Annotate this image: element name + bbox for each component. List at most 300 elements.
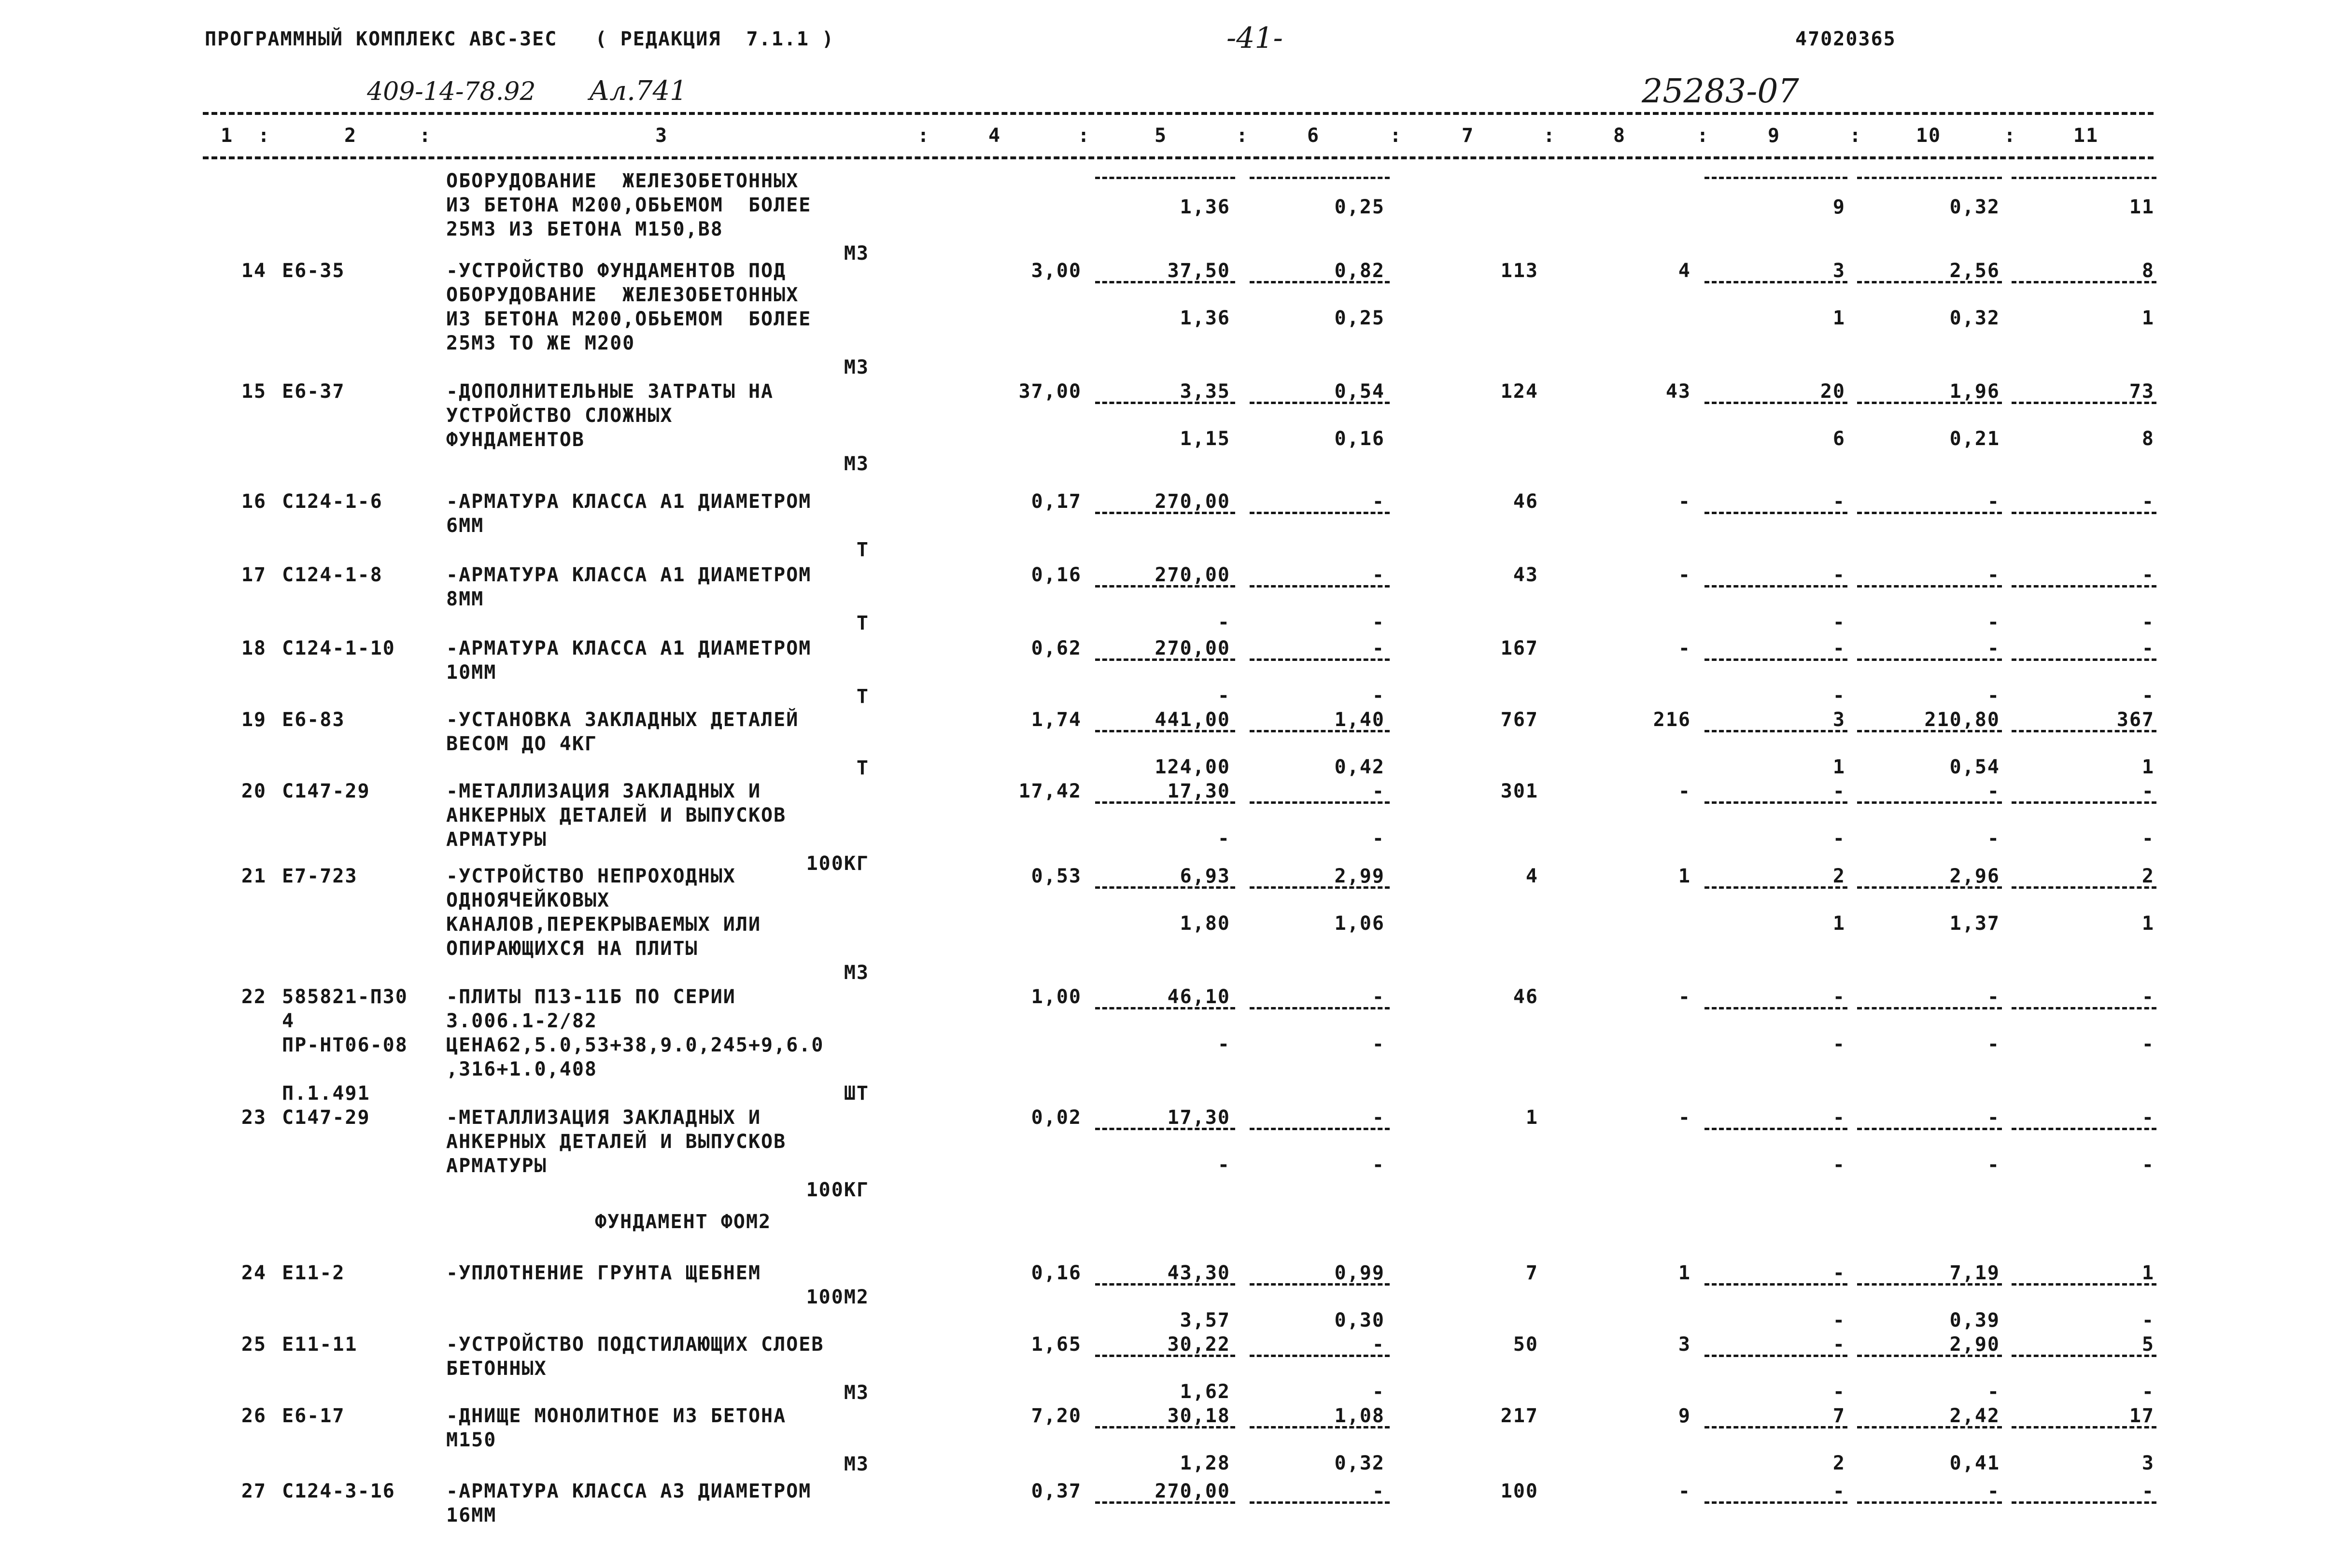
cell-c5: 270,00 — [1155, 1480, 1230, 1502]
cell-c9: - — [1832, 490, 1845, 513]
row-code: С124-1-8 — [282, 564, 383, 586]
cell-c10: - — [1987, 986, 2000, 1008]
header-rule-top — [203, 112, 2154, 115]
cell-c9b: 1 — [1832, 307, 1845, 329]
cell-c9b: - — [1832, 827, 1845, 850]
cell-c8: 43 — [1665, 380, 1691, 403]
cell-underline — [1857, 1501, 2002, 1504]
cell-c10b: - — [1987, 827, 2000, 850]
row-unit: ШТ — [844, 1082, 869, 1105]
cell-c6: - — [1372, 1333, 1385, 1356]
cell-underline — [1704, 1128, 1847, 1130]
cell-underline — [1704, 658, 1847, 661]
cell-c11b: - — [2141, 1381, 2155, 1403]
row-description: -УПЛОТНЕНИЕ ГРУНТА ЩЕБНЕМ — [446, 1262, 761, 1284]
row-number: 18 — [241, 637, 267, 659]
cell-c10: - — [1987, 1106, 2000, 1129]
row-description: 3.006.1-2/82 — [446, 1010, 597, 1032]
cell-c8: - — [1678, 780, 1691, 802]
cell-underline — [1857, 585, 2002, 588]
cell-underline — [1704, 402, 1847, 404]
cell-c7: 7 — [1525, 1262, 1538, 1284]
cell-c9b: - — [1832, 685, 1845, 707]
cell-c9b: 6 — [1832, 428, 1845, 450]
cell-c11b: 1 — [2141, 307, 2155, 329]
row-code: Е6-83 — [282, 709, 345, 731]
cell-c7: 124 — [1500, 380, 1538, 403]
cell-c10: 210,80 — [1924, 709, 2000, 731]
column-separator: : — [1849, 125, 1862, 147]
cell-c8: - — [1678, 637, 1691, 659]
row-description: ОДНОЯЧЕЙКОВЫХ — [446, 889, 610, 911]
row-number: 16 — [241, 490, 267, 513]
cell-c6b: 1,06 — [1334, 912, 1385, 935]
row-unit: М3 — [844, 1453, 869, 1475]
cell-c5: 37,50 — [1167, 260, 1230, 282]
cell-c10: 7,19 — [1949, 1262, 2000, 1284]
document-code: 47020365 — [1795, 28, 1896, 50]
cell-c11: - — [2141, 490, 2155, 513]
cell-underline — [2012, 801, 2156, 804]
cell-c9: 3 — [1832, 709, 1845, 731]
cell-c8: - — [1678, 564, 1691, 586]
cell-underline — [2012, 1501, 2156, 1504]
cell-c6: - — [1372, 637, 1385, 659]
row-description: -ПЛИТЫ П13-11Б ПО СЕРИИ — [446, 986, 736, 1008]
cell-underline — [1704, 1501, 1847, 1504]
page-number: -41- — [1226, 21, 1283, 55]
cell-c9: 20 — [1820, 380, 1845, 403]
cell-c9: 2 — [1832, 865, 1845, 887]
cell-underline — [1857, 177, 2002, 179]
row-description: -АРМАТУРА КЛАССА А1 ДИАМЕТРОМ — [446, 564, 812, 586]
cell-c5: 46,10 — [1167, 986, 1230, 1008]
cell-c9b: - — [1832, 611, 1845, 633]
cell-underline — [1250, 402, 1390, 404]
cell-underline — [1095, 886, 1235, 889]
row-description: ЦЕНА62,5.0,53+38,9.0,245+9,6.0 — [446, 1034, 824, 1056]
row-description: -АРМАТУРА КЛАССА А1 ДИАМЕТРОМ — [446, 637, 812, 659]
cell-underline — [1704, 585, 1847, 588]
cell-c7: 50 — [1513, 1333, 1538, 1356]
project-reference: 409-14-78.92 — [367, 77, 536, 106]
cell-underline — [1857, 658, 2002, 661]
column-header-2: 2 — [344, 125, 357, 147]
cell-c5b: 1,36 — [1180, 307, 1230, 329]
row-description: БЕТОННЫХ — [446, 1358, 547, 1380]
cell-underline — [2012, 512, 2156, 514]
cell-c11b: - — [2141, 611, 2155, 633]
column-header-4: 4 — [988, 125, 1001, 147]
cell-underline — [1704, 801, 1847, 804]
cell-underline — [1857, 1283, 2002, 1286]
header-rule-bottom — [203, 156, 2154, 159]
row-code: Е6-35 — [282, 260, 345, 282]
column-separator: : — [1543, 125, 1556, 147]
row-description: -УСТРОЙСТВО ФУНДАМЕНТОВ ПОД — [446, 260, 787, 282]
cell-c7: 4 — [1525, 865, 1538, 887]
cell-underline — [1857, 886, 2002, 889]
cell-c9: - — [1832, 780, 1845, 802]
column-separator: : — [419, 125, 432, 147]
cell-c7: 43 — [1513, 564, 1538, 586]
cell-underline — [1250, 801, 1390, 804]
cell-c9b: - — [1832, 1381, 1845, 1403]
cell-underline — [1095, 402, 1235, 404]
cell-c9: - — [1832, 1106, 1845, 1129]
cell-c11b: 11 — [2129, 196, 2155, 218]
row-code: Е7-723 — [282, 865, 358, 887]
cell-underline — [1857, 1128, 2002, 1130]
cell-underline — [1095, 1501, 1235, 1504]
cell-underline — [1095, 1007, 1235, 1009]
cell-c5: 30,22 — [1167, 1333, 1230, 1356]
cell-underline — [1250, 730, 1390, 732]
cell-c5b: - — [1217, 1033, 1230, 1055]
column-separator: : — [1078, 125, 1091, 147]
column-separator: : — [917, 125, 930, 147]
album-reference: Ал.741 — [589, 75, 687, 107]
row-unit: 100КГ — [806, 1179, 869, 1201]
cell-c6: - — [1372, 1106, 1385, 1129]
row-description: ВЕСОМ ДО 4КГ — [446, 733, 597, 755]
row-unit: М3 — [844, 356, 869, 378]
cell-underline — [1250, 512, 1390, 514]
cell-c5b: 1,15 — [1180, 428, 1230, 450]
cell-c6: 0,99 — [1334, 1262, 1385, 1284]
cell-underline — [1704, 730, 1847, 732]
cell-underline — [1095, 658, 1235, 661]
cell-c6b: 0,42 — [1334, 756, 1385, 778]
section-title: ФУНДАМЕНТ ФОМ2 — [595, 1211, 772, 1233]
cell-c11: 2 — [2141, 865, 2155, 887]
program-header: ПРОГРАММНЫЙ КОМПЛЕКС АВС-3ЕС ( РЕДАКЦИЯ 7.1.1 ) — [205, 28, 835, 50]
cell-underline — [1250, 1007, 1390, 1009]
cell-underline — [1095, 177, 1235, 179]
column-header-3: 3 — [655, 125, 668, 147]
cell-c11: 367 — [2116, 709, 2155, 731]
cell-c5: 6,93 — [1180, 865, 1230, 887]
column-header-10: 10 — [1915, 125, 1942, 147]
column-separator: : — [1236, 125, 1249, 147]
cell-c5: 17,30 — [1167, 780, 1230, 802]
cell-underline — [1704, 1426, 1847, 1428]
cell-c5b: 1,62 — [1180, 1381, 1230, 1403]
row-unit: 100КГ — [806, 853, 869, 875]
cell-c6b: 0,32 — [1334, 1452, 1385, 1474]
row-code: С124-3-16 — [282, 1480, 395, 1502]
cell-c6b: - — [1372, 1154, 1385, 1176]
cell-c5b: 124,00 — [1155, 756, 1230, 778]
cell-underline — [2012, 658, 2156, 661]
cell-c6b: 0,16 — [1334, 428, 1385, 450]
column-header-11: 11 — [2073, 125, 2099, 147]
row-unit: М3 — [844, 242, 869, 265]
cell-c7: 167 — [1500, 637, 1538, 659]
cell-c6b: - — [1372, 1381, 1385, 1403]
cell-c10b: 0,41 — [1949, 1452, 2000, 1474]
cell-underline — [1857, 1426, 2002, 1428]
row-code: С124-1-10 — [282, 637, 395, 659]
document-number: 25283-07 — [1642, 72, 1799, 111]
cell-c9b: - — [1832, 1033, 1845, 1055]
row-code: 4 — [282, 1010, 295, 1032]
row-description: -МЕТАЛЛИЗАЦИЯ ЗАКЛАДНЫХ И — [446, 780, 761, 802]
cell-underline — [1857, 402, 2002, 404]
cell-c10b: 0,21 — [1949, 428, 2000, 450]
cell-c6b: - — [1372, 685, 1385, 707]
cell-c11: - — [2141, 1106, 2155, 1129]
row-unit: Т — [856, 539, 869, 561]
cell-c11b: - — [2141, 1309, 2155, 1331]
cell-c5: 43,30 — [1167, 1262, 1230, 1284]
cell-c7: 113 — [1500, 260, 1538, 282]
row-number: 23 — [241, 1106, 267, 1129]
cell-underline — [2012, 585, 2156, 588]
column-header-9: 9 — [1767, 125, 1781, 147]
cell-underline — [2012, 1128, 2156, 1130]
column-header-5: 5 — [1154, 125, 1168, 147]
row-description: ,316+1.0,408 — [446, 1058, 597, 1080]
column-separator: : — [1390, 125, 1403, 147]
cell-c4: 1,65 — [1031, 1333, 1082, 1356]
cell-c7: 46 — [1513, 986, 1538, 1008]
cell-c8: 1 — [1678, 865, 1691, 887]
cell-underline — [1095, 1355, 1235, 1357]
cell-c6: 0,82 — [1334, 260, 1385, 282]
row-unit: Т — [856, 686, 869, 708]
row-number: 24 — [241, 1262, 267, 1284]
cell-underline — [1095, 281, 1235, 283]
cell-underline — [1857, 801, 2002, 804]
cell-c11: 73 — [2129, 380, 2155, 403]
cell-c5b: 1,36 — [1180, 196, 1230, 218]
row-description: УСТРОЙСТВО СЛОЖНЫХ — [446, 405, 673, 427]
cell-c10: - — [1987, 564, 2000, 586]
row-number: 25 — [241, 1333, 267, 1356]
row-description: М150 — [446, 1429, 497, 1451]
cell-underline — [1250, 585, 1390, 588]
row-unit: Т — [856, 612, 869, 634]
cell-c7: 1 — [1525, 1106, 1538, 1129]
row-number: 26 — [241, 1405, 267, 1427]
row-number: 14 — [241, 260, 267, 282]
cell-c7: 46 — [1513, 490, 1538, 513]
cell-c10: 2,96 — [1949, 865, 2000, 887]
cell-underline — [1095, 730, 1235, 732]
cell-c11b: 1 — [2141, 756, 2155, 778]
cell-c8: - — [1678, 490, 1691, 513]
cell-c11: - — [2141, 986, 2155, 1008]
cell-underline — [1857, 1007, 2002, 1009]
row-unit: М3 — [844, 453, 869, 475]
cell-c9: - — [1832, 986, 1845, 1008]
cell-c10b: 0,39 — [1949, 1309, 2000, 1331]
cell-c10b: 0,54 — [1949, 756, 2000, 778]
cell-underline — [1250, 1426, 1390, 1428]
row-code: П.1.491 — [282, 1082, 370, 1105]
cell-c6b: 0,25 — [1334, 307, 1385, 329]
cell-c11: 17 — [2129, 1405, 2155, 1427]
row-code: С147-29 — [282, 780, 370, 802]
cell-underline — [2012, 1355, 2156, 1357]
cell-c11: - — [2141, 637, 2155, 659]
cell-c10b: - — [1987, 1154, 2000, 1176]
cell-underline — [1095, 512, 1235, 514]
cell-c9: 3 — [1832, 260, 1845, 282]
row-description: ОПИРАЮЩИХСЯ НА ПЛИТЫ — [446, 938, 698, 960]
cell-underline — [1857, 1355, 2002, 1357]
cell-c11b: 8 — [2141, 428, 2155, 450]
row-description: -ДНИЩЕ МОНОЛИТНОЕ ИЗ БЕТОНА — [446, 1405, 787, 1427]
cell-c5: 270,00 — [1155, 637, 1230, 659]
cell-underline — [1250, 658, 1390, 661]
row-description: АРМАТУРЫ — [446, 1155, 547, 1177]
cell-underline — [1857, 512, 2002, 514]
cell-c10b: 0,32 — [1949, 196, 2000, 218]
cell-c11: 1 — [2141, 1262, 2155, 1284]
cell-c4: 0,02 — [1031, 1106, 1082, 1129]
cell-c4: 0,16 — [1031, 1262, 1082, 1284]
cell-c5b: 1,80 — [1180, 912, 1230, 935]
row-description: -АРМАТУРА КЛАССА А1 ДИАМЕТРОМ — [446, 490, 812, 513]
column-separator: : — [2004, 125, 2017, 147]
row-description: ФУНДАМЕНТОВ — [446, 429, 585, 451]
cell-c8: - — [1678, 986, 1691, 1008]
cell-underline — [1704, 1283, 1847, 1286]
column-header-8: 8 — [1613, 125, 1626, 147]
cell-underline — [1250, 1355, 1390, 1357]
cell-c11: - — [2141, 780, 2155, 802]
cell-c11: 5 — [2141, 1333, 2155, 1356]
cell-underline — [1095, 1128, 1235, 1130]
cell-c5: 3,35 — [1180, 380, 1230, 403]
cell-c9: - — [1832, 637, 1845, 659]
column-separator: : — [1697, 125, 1710, 147]
row-number: 27 — [241, 1480, 267, 1502]
cell-c5: 270,00 — [1155, 490, 1230, 513]
row-description: -УСТАНОВКА ЗАКЛАДНЫХ ДЕТАЛЕЙ — [446, 709, 799, 731]
row-description: -МЕТАЛЛИЗАЦИЯ ЗАКЛАДНЫХ И — [446, 1106, 761, 1129]
cell-c11b: 3 — [2141, 1452, 2155, 1474]
row-description: АРМАТУРЫ — [446, 828, 547, 851]
cell-c8: 4 — [1678, 260, 1691, 282]
row-description: ОБОРУДОВАНИЕ ЖЕЛЕЗОБЕТОННЫХ — [446, 170, 799, 192]
row-description: 16ММ — [446, 1504, 497, 1526]
cell-c9b: 1 — [1832, 756, 1845, 778]
cell-c9b: - — [1832, 1154, 1845, 1176]
cell-c11b: 1 — [2141, 912, 2155, 935]
row-description: 25М3 ИЗ БЕТОНА М150,В8 — [446, 218, 723, 240]
cell-c7: 301 — [1500, 780, 1538, 802]
cell-underline — [1250, 1128, 1390, 1130]
cell-underline — [1250, 886, 1390, 889]
row-code: Е6-37 — [282, 380, 345, 403]
cell-c10b: 1,37 — [1949, 912, 2000, 935]
cell-c6b: 0,30 — [1334, 1309, 1385, 1331]
cell-c7: 767 — [1500, 709, 1538, 731]
cell-c5b: - — [1217, 827, 1230, 850]
cell-c10: 2,56 — [1949, 260, 2000, 282]
cell-c10: - — [1987, 490, 2000, 513]
cell-c9: - — [1832, 1480, 1845, 1502]
cell-c10b: - — [1987, 611, 2000, 633]
cell-c6: - — [1372, 986, 1385, 1008]
cell-c8: 3 — [1678, 1333, 1691, 1356]
cell-underline — [1250, 1283, 1390, 1286]
row-description: АНКЕРНЫХ ДЕТАЛЕЙ И ВЫПУСКОВ — [446, 804, 787, 826]
cell-underline — [1704, 1355, 1847, 1357]
cell-c8: - — [1678, 1480, 1691, 1502]
cell-underline — [1857, 281, 2002, 283]
cell-c4: 1,74 — [1031, 709, 1082, 731]
cell-underline — [1857, 730, 2002, 732]
cell-c9b: 2 — [1832, 1452, 1845, 1474]
cell-underline — [1095, 801, 1235, 804]
row-number: 20 — [241, 780, 267, 802]
row-description: -АРМАТУРА КЛАССА А3 ДИАМЕТРОМ — [446, 1480, 812, 1502]
row-description: -УСТРОЙСТВО НЕПРОХОДНЫХ — [446, 865, 736, 887]
cell-c4: 1,00 — [1031, 986, 1082, 1008]
column-header-1: 1 — [220, 125, 234, 147]
cell-c10b: 0,32 — [1949, 307, 2000, 329]
cell-c8: - — [1678, 1106, 1691, 1129]
cell-c4: 0,16 — [1031, 564, 1082, 586]
cell-c4: 0,53 — [1031, 865, 1082, 887]
cell-c6: - — [1372, 780, 1385, 802]
row-description: 10ММ — [446, 661, 497, 684]
cell-c10: - — [1987, 1480, 2000, 1502]
cell-c5: 270,00 — [1155, 564, 1230, 586]
cell-underline — [1704, 512, 1847, 514]
cell-c10: 2,42 — [1949, 1405, 2000, 1427]
cell-c10: - — [1987, 780, 2000, 802]
row-description: ИЗ БЕТОНА М200,ОБЬЕМОМ БОЛЕЕ — [446, 308, 812, 330]
cell-c5b: 1,28 — [1180, 1452, 1230, 1474]
cell-c4: 17,42 — [1018, 780, 1082, 802]
row-description: 8ММ — [446, 588, 484, 610]
row-number: 15 — [241, 380, 267, 403]
row-description: КАНАЛОВ,ПЕРЕКРЫВАЕМЫХ ИЛИ — [446, 913, 761, 936]
cell-underline — [2012, 1007, 2156, 1009]
cell-c10: 1,96 — [1949, 380, 2000, 403]
cell-c4: 37,00 — [1018, 380, 1082, 403]
cell-c9b: - — [1832, 1309, 1845, 1331]
cell-c6b: - — [1372, 1033, 1385, 1055]
cell-c10: - — [1987, 637, 2000, 659]
cell-underline — [2012, 177, 2156, 179]
cell-c7: 217 — [1500, 1405, 1538, 1427]
cell-c11: 8 — [2141, 260, 2155, 282]
cell-c6: 2,99 — [1334, 865, 1385, 887]
cell-c10b: - — [1987, 1033, 2000, 1055]
cell-c5b: - — [1217, 685, 1230, 707]
row-code: Е11-2 — [282, 1262, 345, 1284]
row-number: 17 — [241, 564, 267, 586]
cell-c9: 7 — [1832, 1405, 1845, 1427]
cell-c5b: 3,57 — [1180, 1309, 1230, 1331]
cell-c5: 17,30 — [1167, 1106, 1230, 1129]
row-code: С147-29 — [282, 1106, 370, 1129]
row-description: -ДОПОЛНИТЕЛЬНЫЕ ЗАТРАТЫ НА — [446, 380, 774, 403]
cell-underline — [2012, 1283, 2156, 1286]
cell-c4: 7,20 — [1031, 1405, 1082, 1427]
cell-c4: 0,62 — [1031, 637, 1082, 659]
cell-c6: 0,54 — [1334, 380, 1385, 403]
cell-c9: - — [1832, 1262, 1845, 1284]
row-description: -УСТРОЙСТВО ПОДСТИЛАЮЩИХ СЛОЕВ — [446, 1333, 824, 1356]
cell-c6: - — [1372, 564, 1385, 586]
